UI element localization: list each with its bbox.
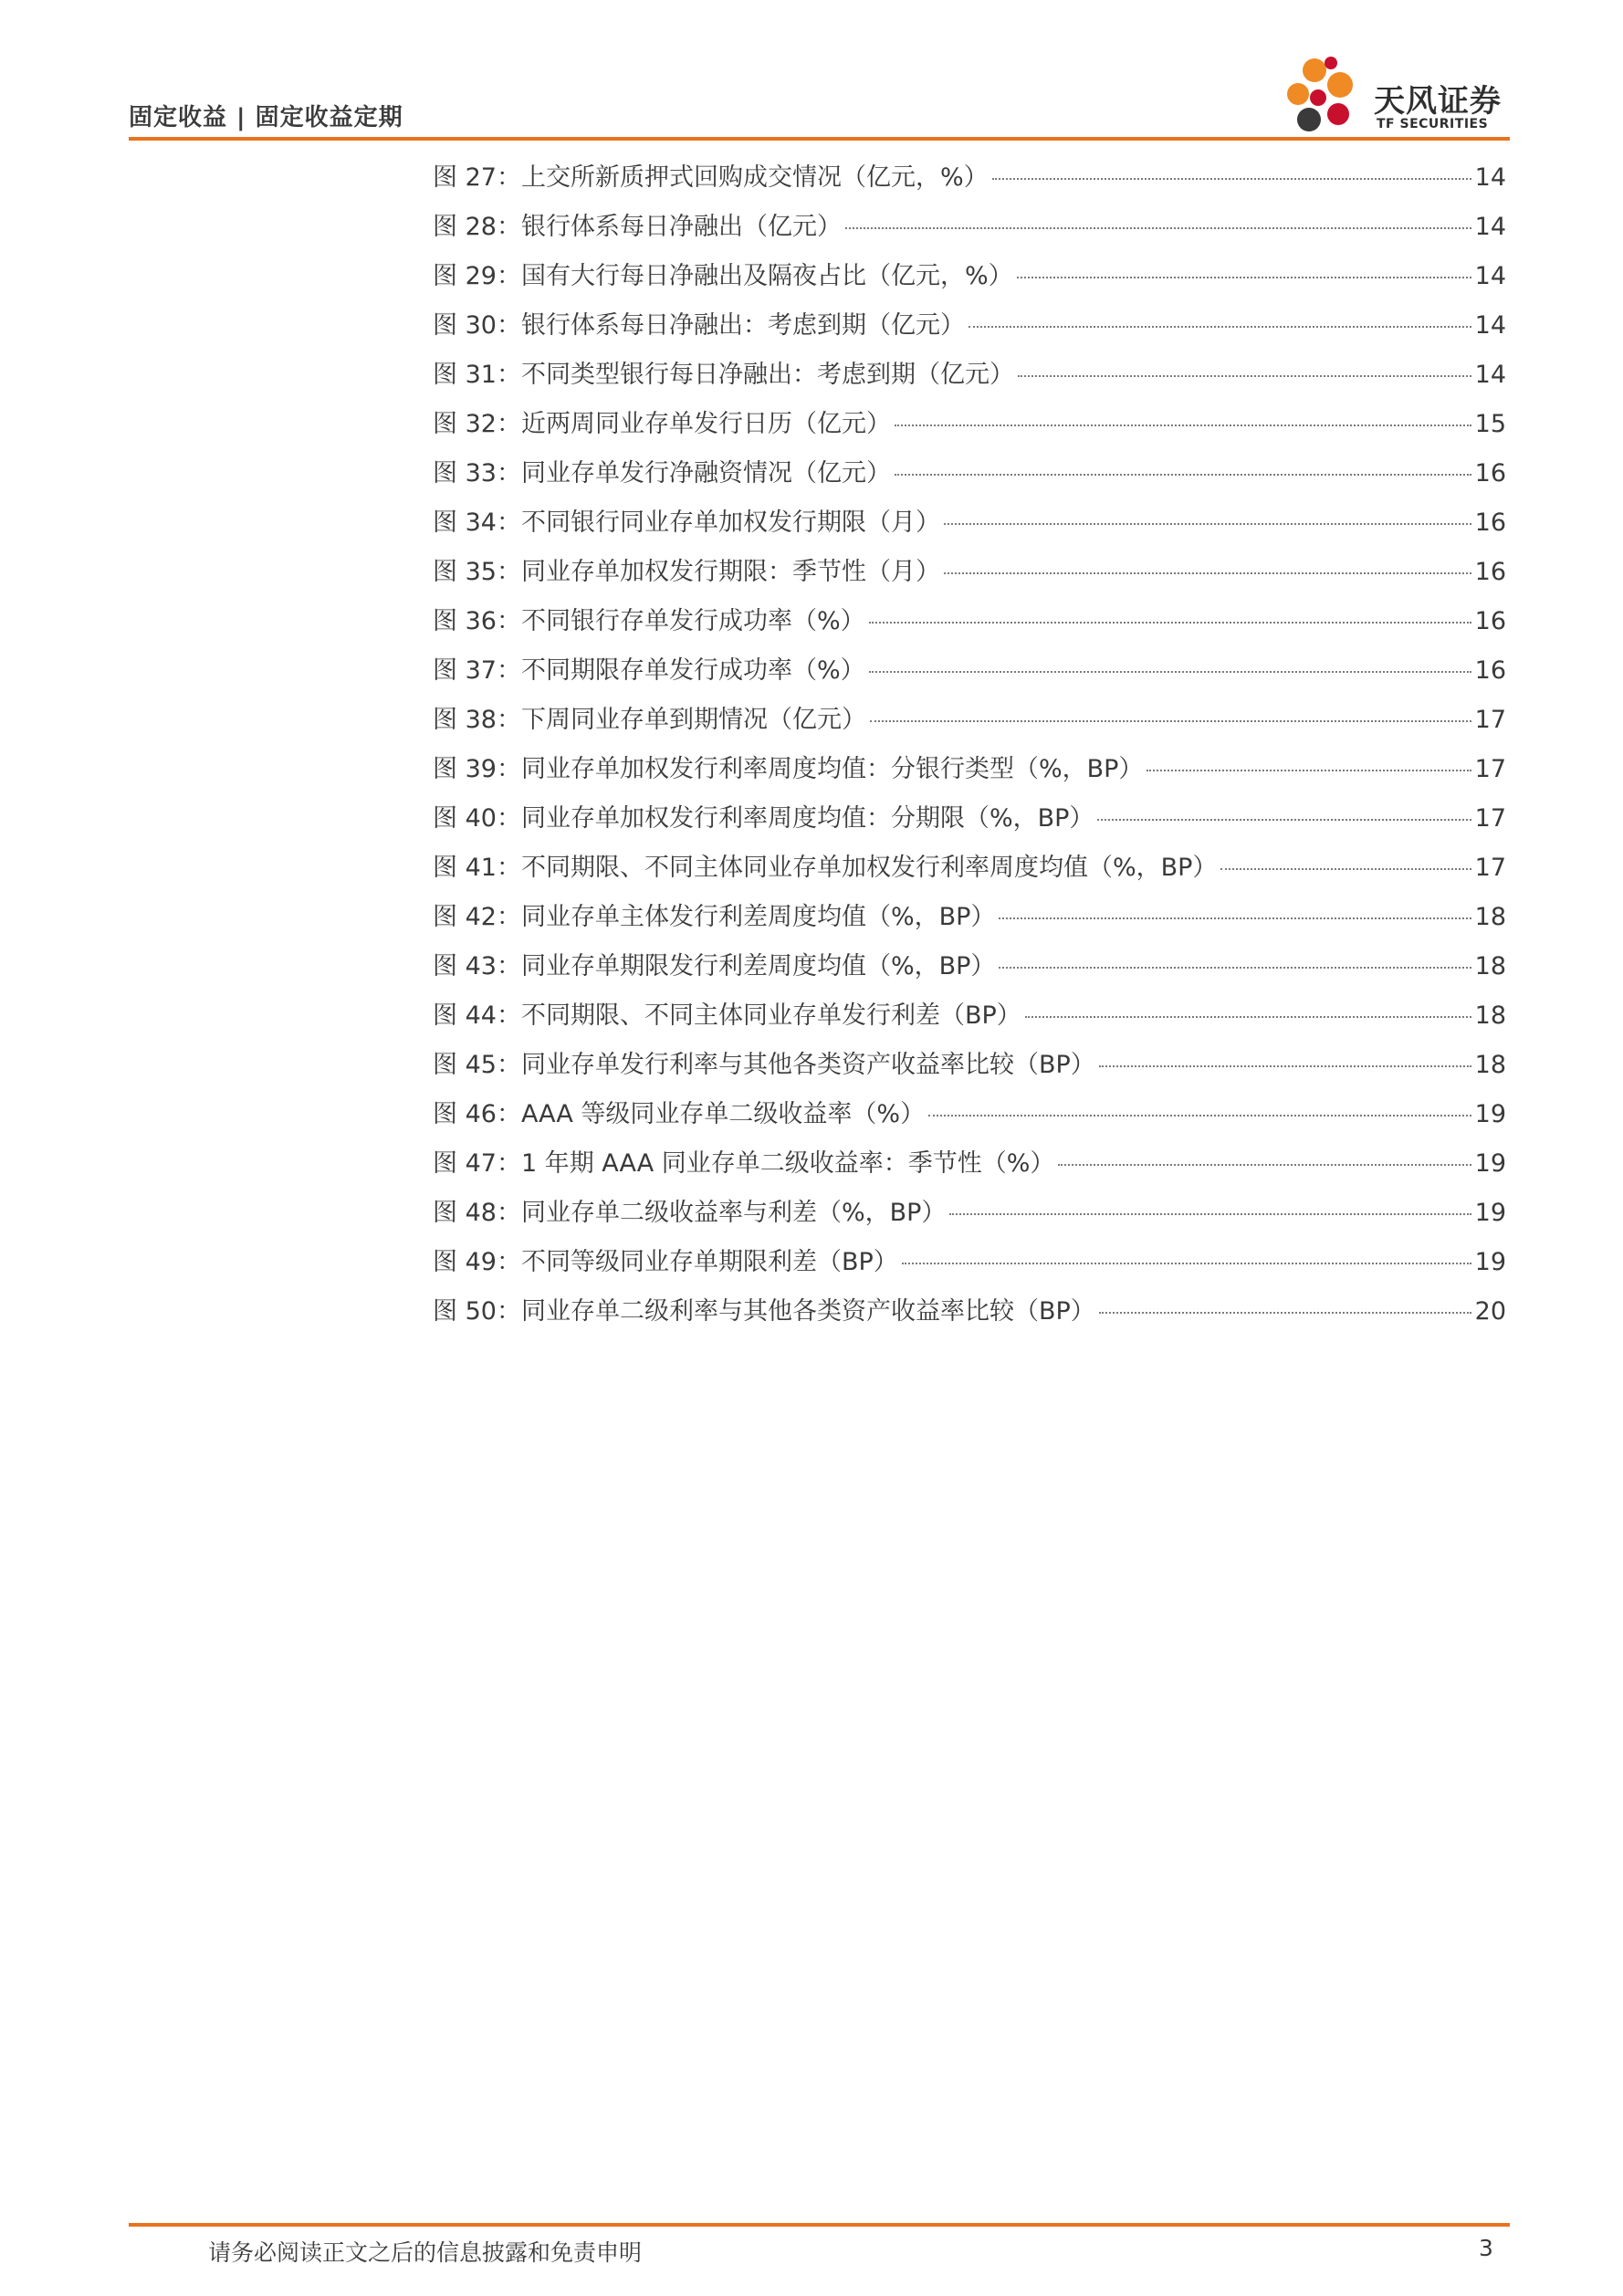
- toc-entry[interactable]: [433, 1189, 1506, 1238]
- toc-leader-dots: [1017, 277, 1471, 278]
- toc-entry-page[interactable]: 14: [1474, 311, 1506, 340]
- toc-entry-label[interactable]: 图 32：近两周同业存单发行日历（亿元）: [433, 410, 891, 438]
- toc-entry-page[interactable]: 17: [1474, 804, 1506, 833]
- toc-entry-page[interactable]: 17: [1474, 755, 1506, 783]
- toc-entry[interactable]: [433, 844, 1506, 893]
- toc-entry[interactable]: [433, 301, 1506, 351]
- toc-entry-label[interactable]: 图 39：同业存单加权发行利率周度均值：分银行类型（%，BP）: [433, 755, 1144, 783]
- toc-entry-label[interactable]: 图 41：不同期限、不同主体同业存单加权发行利率周度均值（%，BP）: [433, 854, 1218, 882]
- toc-leader-dots: [895, 425, 1471, 426]
- toc-entry-label[interactable]: 图 49：不同等级同业存单期限利差（BP）: [433, 1248, 898, 1276]
- figure-toc-list: [433, 153, 1506, 1337]
- toc-leader-dots: [869, 671, 1471, 673]
- page-header: [0, 0, 1623, 146]
- toc-leader-dots: [949, 1213, 1471, 1215]
- toc-entry[interactable]: [433, 1090, 1506, 1139]
- toc-entry-page[interactable]: 15: [1474, 410, 1506, 438]
- toc-entry-label[interactable]: 图 34：不同银行同业存单加权发行期限（月）: [433, 508, 940, 537]
- toc-entry[interactable]: [433, 548, 1506, 597]
- toc-entry[interactable]: [433, 153, 1506, 203]
- toc-entry-page[interactable]: 16: [1474, 459, 1506, 488]
- toc-leader-dots: [944, 572, 1471, 574]
- toc-entry[interactable]: [433, 1287, 1506, 1337]
- toc-entry[interactable]: [433, 597, 1506, 646]
- toc-entry[interactable]: [433, 991, 1506, 1041]
- toc-entry-page[interactable]: 14: [1474, 163, 1506, 192]
- toc-entry[interactable]: [433, 203, 1506, 252]
- toc-leader-dots: [895, 474, 1471, 476]
- toc-entry-label[interactable]: 图 36：不同银行存单发行成功率（%）: [433, 607, 865, 635]
- toc-entry-label[interactable]: 图 38：下周同业存单到期情况（亿元）: [433, 706, 866, 734]
- toc-entry[interactable]: [433, 646, 1506, 696]
- toc-entry[interactable]: [433, 942, 1506, 991]
- toc-entry[interactable]: [433, 252, 1506, 301]
- toc-entry[interactable]: [433, 400, 1506, 449]
- toc-entry[interactable]: [433, 1139, 1506, 1189]
- footer-disclaimer: 请务必阅读正文之后的信息披露和免责申明: [208, 2239, 643, 2266]
- toc-entry-label[interactable]: 图 42：同业存单主体发行利差周度均值（%，BP）: [433, 903, 996, 931]
- toc-leader-dots: [944, 523, 1471, 525]
- toc-entry-label[interactable]: 图 27：上交所新质押式回购成交情况（亿元，%）: [433, 163, 989, 192]
- toc-entry-page[interactable]: 16: [1474, 558, 1506, 586]
- toc-entry-label[interactable]: 图 35：同业存单加权发行期限：季节性（月）: [433, 558, 940, 586]
- toc-entry-label[interactable]: 图 29：国有大行每日净融出及隔夜占比（亿元，%）: [433, 262, 1013, 290]
- toc-entry-label[interactable]: 图 44：不同期限、不同主体同业存单发行利差（BP）: [433, 1001, 1021, 1030]
- toc-leader-dots: [969, 326, 1471, 328]
- toc-entry[interactable]: [433, 1238, 1506, 1287]
- header-divider: [129, 137, 1510, 141]
- toc-entry-page[interactable]: 19: [1474, 1248, 1506, 1276]
- toc-entry-page[interactable]: 19: [1474, 1149, 1506, 1178]
- toc-entry-page[interactable]: 18: [1474, 1001, 1506, 1030]
- toc-entry-page[interactable]: 18: [1474, 952, 1506, 980]
- toc-entry-label[interactable]: 图 46：AAA 等级同业存单二级收益率（%）: [433, 1100, 926, 1128]
- toc-entry[interactable]: [433, 794, 1506, 844]
- toc-entry-page[interactable]: 18: [1474, 1051, 1506, 1079]
- page-number: 3: [1479, 2235, 1493, 2261]
- toc-entry-label[interactable]: 图 50：同业存单二级利率与其他各类资产收益率比较（BP）: [433, 1297, 1095, 1326]
- logo-chinese-name: 天风证券: [1374, 83, 1502, 120]
- toc-leader-dots: [1220, 868, 1471, 870]
- toc-entry[interactable]: [433, 351, 1506, 400]
- toc-entry-label[interactable]: 图 47：1 年期 AAA 同业存单二级收益率：季节性（%）: [433, 1149, 1055, 1178]
- toc-entry-label[interactable]: 图 33：同业存单发行净融资情况（亿元）: [433, 459, 891, 488]
- flower-logo-icon: [1278, 50, 1369, 137]
- logo-english-name: TF SECURITIES: [1377, 117, 1489, 131]
- toc-entry[interactable]: [433, 1041, 1506, 1090]
- toc-leader-dots: [999, 917, 1471, 919]
- toc-entry-page[interactable]: 16: [1474, 508, 1506, 537]
- toc-leader-dots: [902, 1263, 1471, 1264]
- toc-leader-dots: [869, 622, 1471, 624]
- toc-entry-page[interactable]: 20: [1474, 1297, 1506, 1326]
- toc-leader-dots: [1018, 375, 1471, 377]
- toc-leader-dots: [870, 720, 1471, 722]
- toc-entry[interactable]: [433, 696, 1506, 745]
- toc-entry-label[interactable]: 图 37：不同期限存单发行成功率（%）: [433, 656, 865, 685]
- header-title: 固定收益 | 固定收益定期: [129, 104, 403, 131]
- toc-entry-page[interactable]: 17: [1474, 854, 1506, 882]
- toc-entry-page[interactable]: 17: [1474, 706, 1506, 734]
- toc-entry-label[interactable]: 图 28：银行体系每日净融出（亿元）: [433, 213, 842, 241]
- toc-entry-page[interactable]: 19: [1474, 1199, 1506, 1227]
- toc-entry[interactable]: [433, 893, 1506, 942]
- toc-leader-dots: [928, 1115, 1471, 1117]
- toc-entry-label[interactable]: 图 31：不同类型银行每日净融出：考虑到期（亿元）: [433, 361, 1014, 389]
- toc-leader-dots: [1099, 1065, 1471, 1067]
- toc-leader-dots: [1058, 1164, 1471, 1166]
- toc-leader-dots: [1099, 1312, 1471, 1314]
- toc-entry-label[interactable]: 图 40：同业存单加权发行利率周度均值：分期限（%，BP）: [433, 804, 1094, 833]
- toc-entry-label[interactable]: 图 45：同业存单发行利率与其他各类资产收益率比较（BP）: [433, 1051, 1095, 1079]
- toc-entry[interactable]: [433, 449, 1506, 498]
- toc-entry-page[interactable]: 14: [1474, 213, 1506, 241]
- toc-leader-dots: [1025, 1016, 1471, 1018]
- toc-leader-dots: [1147, 770, 1471, 771]
- toc-leader-dots: [992, 178, 1471, 180]
- toc-leader-dots: [999, 967, 1471, 969]
- toc-leader-dots: [1097, 819, 1471, 821]
- toc-entry-page[interactable]: 18: [1474, 903, 1506, 931]
- toc-entry-page[interactable]: 14: [1474, 361, 1506, 389]
- toc-entry[interactable]: [433, 498, 1506, 548]
- footer-divider: [129, 2223, 1510, 2227]
- toc-entry-label[interactable]: 图 43：同业存单期限发行利差周度均值（%，BP）: [433, 952, 996, 980]
- toc-entry-page[interactable]: 16: [1474, 607, 1506, 635]
- toc-leader-dots: [845, 227, 1471, 229]
- toc-entry-label[interactable]: 图 30：银行体系每日净融出：考虑到期（亿元）: [433, 311, 965, 340]
- toc-entry[interactable]: [433, 745, 1506, 794]
- toc-entry-page[interactable]: 19: [1474, 1100, 1506, 1128]
- toc-entry-page[interactable]: 16: [1474, 656, 1506, 685]
- toc-entry-label[interactable]: 图 48：同业存单二级收益率与利差（%，BP）: [433, 1199, 947, 1227]
- company-logo: [1278, 50, 1515, 137]
- toc-entry-page[interactable]: 14: [1474, 262, 1506, 290]
